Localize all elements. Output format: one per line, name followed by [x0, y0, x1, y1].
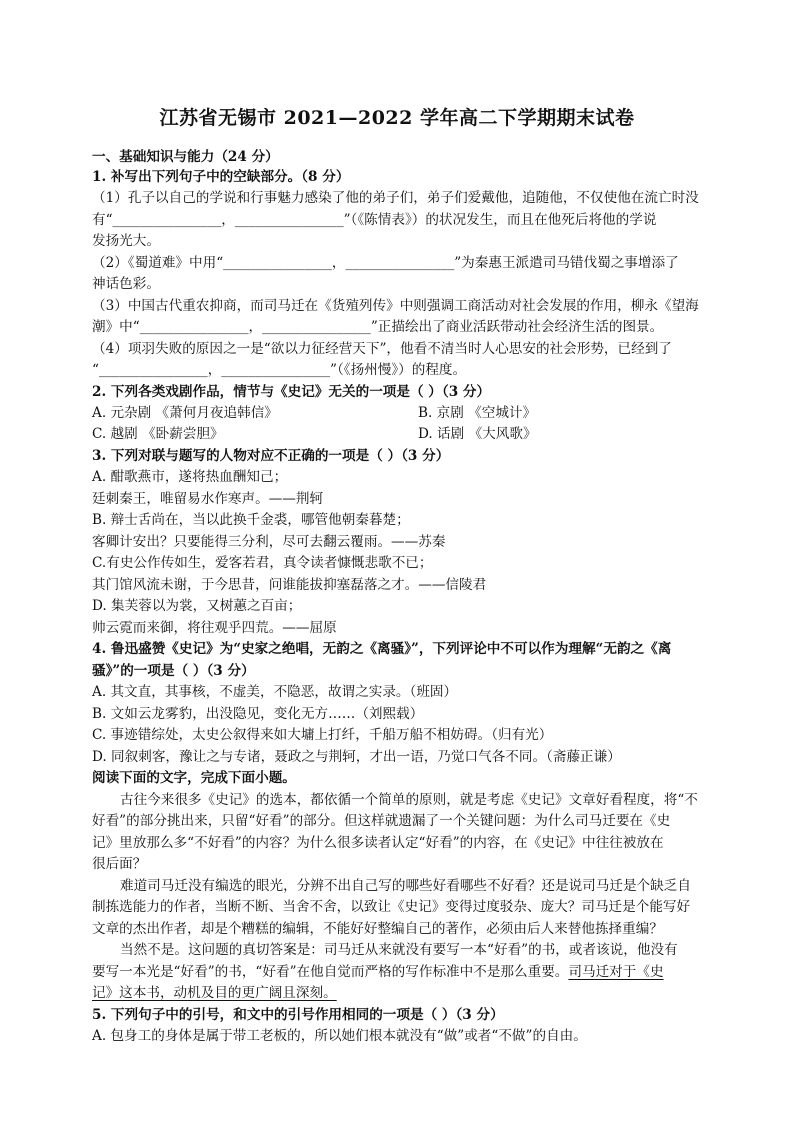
question-4-heading: 4. 鲁迅盛赞《史记》为“史家之绝唱，无韵之《离骚》”，下列评论中不可以作为理解“无韵之《离 — [92, 641, 672, 657]
option-c: C. 事迹错综处，太史公叙得来如大墉上打纤，千船万船不相妨碍。（归有光） — [92, 727, 553, 743]
underlined-sentence: 司马迁对于《史 — [568, 964, 664, 980]
passage-line: 记》里放那么多“不好看”的内容？为什么很多读者认定“好看”的内容，在《史记》中往往被放在 — [92, 835, 664, 851]
passage-line: 制拣选能力的作者，当断不断、当舍不舍，以致让《史记》变得过度驳杂、庞大？司马迁是个能写好 — [92, 899, 691, 915]
passage-line: 难道司马迁没有编选的眼光，分辨不出自己写的哪些好看哪些不好看？还是说司马迁是个缺乏自 — [120, 878, 691, 894]
passage-line — [92, 962, 712, 982]
option-d: D. 集芙蓉以为裳，又树蕙之百亩； — [92, 598, 302, 614]
option-c: C.有史公作传如生，爱客若君，真令读者慷慨悲歌不已； — [92, 555, 433, 571]
q1-line: 神话色彩。 — [92, 276, 160, 292]
option-b: B. 京剧 《空城计》 — [418, 405, 537, 421]
option-b: B. 辩士舌尚在，当以此换千金裘，哪管他朝秦暮楚； — [92, 512, 410, 528]
question-4-heading-cont: 骚》”的一项是（ ）（3 分） — [92, 663, 255, 679]
option-d: D. 话剧 《大风歌》 — [418, 426, 537, 442]
page-title: 江苏省无锡市 2021—2022 学年高二下学期期末试卷 — [159, 107, 635, 129]
passage-line: 文章的杰出作者，却是个糟糕的编辑，不能好好整编自己的著作，必须由后人来替他拣择重编？ — [92, 921, 663, 937]
option-d: D. 同叙刺客，豫让之与专诸，聂政之与荆轲，才出一语，乃觉口气各不同。（斋藤正谦） — [92, 749, 621, 765]
q1-line: “________________，________________”（《扬州慢》）的程度。 — [92, 362, 467, 378]
underlined-sentence: 记》这本书，动机及目的更广阔且深刻。 — [92, 985, 337, 1001]
reading-instruction: 阅读下面的文字，完成下面小题。 — [92, 770, 296, 786]
passage-line: 好看”的部分挑出来，只留“好看”的部分。但这样就遗漏了一个关键问题：为什么司马迁要在《史 — [92, 813, 671, 829]
passage-text: 要写一本光是“好看”的书，“好看”在他自觉而严格的写作标准中不是那么重要。 — [92, 964, 569, 980]
question-2-heading: 2. 下列各类戏剧作品，情节与《史记》无关的一项是（ ）（3 分） — [92, 384, 491, 400]
option-c-cont: 其门馆风流未谢，于今思昔，问谁能拔抑塞磊落之才。——信陵君 — [92, 577, 487, 593]
option-c: C. 越剧 《卧薪尝胆》 — [92, 426, 224, 442]
q1-line: 发扬光大。 — [92, 233, 160, 249]
q1-line: （4）项羽失败的原因之一是“欲以力征经营天下”，他看不清当时人心思安的社会形势，已经到了 — [92, 341, 672, 357]
option-b-cont: 客卿计安出？只要能得三分利，尽可去翻云覆雨。——苏秦 — [92, 534, 446, 550]
option-a: A. 酣歌燕市，遂将热血酬知己； — [92, 469, 288, 485]
option-a: A. 包身工的身体是属于带工老板的，所以她们根本就没有“做”或者“不做”的自由。 — [92, 1028, 587, 1044]
q1-line: （1）孔子以自己的学说和行事魅力感染了他的弟子们，弟子们爱戴他，追随他，不仅使他在流亡时没 — [92, 190, 699, 206]
option-a: A. 元杂剧 《萧何月夜追韩信》 — [92, 405, 278, 421]
passage-line: 古往今来很多《史记》的选本，都依循一个简单的原则，就是考虑《史记》文章好看程度，将“不 — [120, 792, 698, 808]
passage-line: 很后面？ — [92, 856, 147, 872]
passage-line: 当然不是。这问题的真切答案是：司马迁从来就没有要写一本“好看”的书，或者该说，他没有 — [120, 942, 678, 958]
question-1-heading: 1. 补写出下列句子中的空缺部分。（8 分） — [92, 169, 350, 185]
option-d-cont: 帅云霓而来御，将往观乎四荒。——屈原 — [92, 620, 337, 636]
option-b: B. 文如云龙雾豹，出没隐见，变化无方……（刘熙载） — [92, 706, 424, 722]
q1-line: （3）中国古代重农抑商，而司马迁在《货殖列传》中则强调工商活动对社会发展的作用，柳永《望海 — [92, 298, 699, 314]
section-heading: 一、基础知识与能力（24 分） — [92, 149, 279, 165]
q1-line: 有“________________，________________”（《陈情表》）的状况发生，而且在他死后将他的学说 — [92, 212, 657, 228]
question-5-heading: 5. 下列句子中的引号，和文中的引号作用相同的一项是（ ）（3 分） — [92, 1007, 504, 1023]
option-a-cont: 廷刺秦王，唯留易水作寒声。——荆轲 — [92, 491, 324, 507]
question-3-heading: 3. 下列对联与题写的人物对应不正确的一项是（ ）（3 分） — [92, 448, 450, 464]
passage-line — [92, 983, 712, 1003]
q1-line: （2）《蜀道难》中用“________________，________________”为秦惠王派遣司马错伐蜀之事增添了 — [92, 255, 679, 271]
q1-line: 潮》中“________________，________________”正描绘出了商业活跃带动社会经济生活的图景。 — [92, 319, 664, 335]
option-a: A. 其文直，其事核，不虚美，不隐恶，故谓之实录。（班固） — [92, 684, 458, 700]
